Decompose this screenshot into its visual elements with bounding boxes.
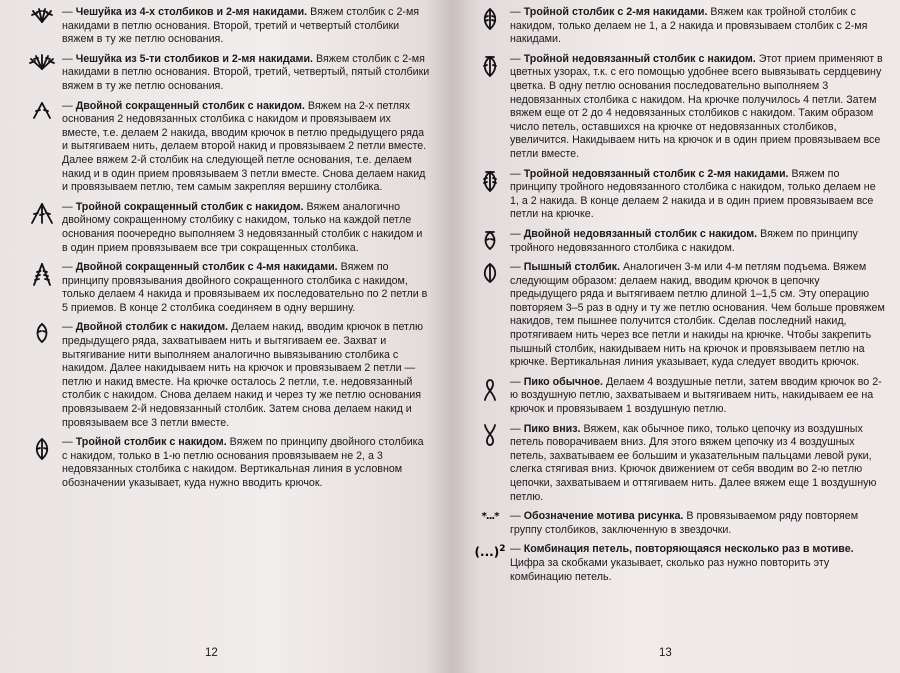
entry-title: Пико вниз.: [523, 422, 581, 435]
triple-stitch-icon: [34, 437, 50, 461]
entry-text: Вяжем столбик с 2-мя накидами в петлю основания. Второй, третий, четвертый, пятый столбики вяжем в ту же петлю основания.: [62, 52, 430, 92]
list-item: — Чешуйка из 4-х столбиков и 2-мя накидами. Вяжем столбик с 2-мя накидами в петлю основания. Второй, третий и четвертый столбики вяжем в ту же петлю основания.: [22, 6, 430, 47]
entry-title: Двойной недовязанный столбик с накидом.: [523, 227, 758, 240]
entry-text: Вяжем как тройной столбик с накидом, только делаем не 1, а 2 накида и провязываем столбик с 2-мя накидами.: [510, 6, 868, 46]
entry-text: Вяжем на 2-х петлях основания 2 недовязанных столбика с накидом и провязываем их вместе, т.е. делаем 2 накида, вводим крючок в петлю предыдущего ряда и вытягиваем нить, делаем второй накид и провязываем 2 петли вместе. Далее вяжем 2-й столбик на следующей петле основания, т.е. делаем накид и в один прием провязываем 3 петли вместе. Снова делаем накид и провязываем петлю, тем самым закрепляя вершину столбика.: [62, 99, 427, 194]
repeat-parentheses-icon: [475, 544, 506, 559]
list-item: — Тройной недовязанный столбик с накидом. Этот прием применяют в цветных узорах, т.к. с его помощью удобнее всего вывязывать сердцевину цветка. В одну петлю основания последовательно выполняем 3 недовязанных столбика с накидом. На крючке получилось 4 петли. Затем вяжем еще от 2 до 4 недовязанных столбиков с накидом. Таким образом число петель, оставшихся на крючке от недовязанных столбиков, увеличится. Накидываем нить на крючок и в один прием провязываем все петли вместе.: [470, 53, 886, 162]
motif-marker-icon: *...*: [481, 511, 499, 523]
entry-text: Делаем 4 воздушные петли, затем вводим крючок во 2-ю воздушную петлю, захватываем и вытягиваем нить, накидываем ее на крючок и провязываем 1 воздушную петлю.: [510, 375, 882, 416]
triple-unfinished-2-yarnover-icon: [481, 169, 499, 193]
list-item: — Двойной столбик с накидом. Делаем накид, вводим крючок в петлю предыдущего ряда, захватываем нить и вытягиваем ее. Захват и вытягивание нити выполняем аналогично вывязыванию столбика с накидом. Далее накидываем нить на крючок и провязываем 2 петли — петлю и накид вместе. На крючке осталось 2 петли, т.е. недовязанный столбик с накидом. Снова делаем накид и через ту же петлю основания провязываем 2-й недовязанный столбик. Затем снова делаем накид и провязываем все 3 петли вместе.: [22, 321, 430, 430]
entry-title: Двойной сокращенный столбик с 4-мя накидами.: [75, 261, 338, 274]
entry-text: Вяжем по принципу тройного недовязанного столбика с накидом, только делаем не 1, а 2 накида. В конце делаем 2 накида и в один прием провязываем все петли на крючке.: [510, 167, 876, 221]
entry-text: Цифра за скобками указывает, сколько раз нужно повторить эту комбинацию петель.: [510, 556, 830, 583]
entry-text: Вяжем столбик с 2-мя накидами в петлю основания. Второй, третий и четвертый столбики вяжем в ту же петлю основания.: [62, 6, 420, 46]
list-item: — Тройной столбик с 2-мя накидами. Вяжем как тройной столбик с накидом, только делаем не 1, а 2 накида и провязываем столбик с 2-мя накидами.: [470, 6, 886, 47]
list-item: *...* — Обозначение мотива рисунка. В провязываемом ряду повторяем группу столбиков, заключенную в звездочки.: [481, 510, 859, 536]
entry-text: Вяжем по принципу провязывания двойного сокращенного столбика с накидом, только делаем 4 накида и провязываем их последовательно по 2 петли в 5 приемов. В конце 2 столбика соединяем в одну вершину.: [62, 261, 428, 314]
double-stitch-icon: [34, 322, 50, 344]
double-decrease-icon: [31, 101, 53, 119]
entry-title: Тройной столбик с накидом.: [75, 436, 227, 449]
entry-title: Двойной сокращенный столбик с накидом.: [75, 99, 305, 112]
page-number: 12: [205, 647, 218, 659]
entry-title: Тройной недовязанный столбик с накидом.: [523, 52, 756, 65]
list-item: — Двойной сокращенный столбик с 4-мя накидами. Вяжем по принципу провязывания двойного сокращенного столбика с накидом, только делаем 4 накида и провязываем их последовательно по 2 петли в 5 приемов. В конце 2 столбика соединяем в одну вершину.: [22, 261, 430, 315]
fan-5-stitch-2-yarnover-icon: [28, 54, 56, 70]
right-page: [452, 0, 900, 673]
list-item: — Пышный столбик. Аналогичен 3-м или 4-м петлям подъема. Вяжем следующим образом: делаем накид, вводим крючок в цепочку предыдущего ряда и вытягиваем петлю длиной 1–1,5 см. Эту операцию повторяем 3–5 раз в одну и ту же петлю основания. Чем больше провяжем накидов, тем пышнее получится столбик. Сделав последний накид, протягиваем нить через все петли и накиды на крючке. Чтобы закрепить пышный столбик, накидываем нить на крючок и провязываем петлю на крючке. Вертикальная линия указывает, куда следует вводить крючок.: [470, 261, 886, 370]
repeat-symbol: (...): [474, 545, 500, 560]
entry-text: Вяжем аналогично двойному сокращенному столбику с накидом, только на каждой петле основания поочередно выполняем 3 недовязанный столбик с накидом и в один прием провязываем все три сокращенных столбика.: [62, 200, 423, 254]
entry-title: Пышный столбик.: [523, 261, 620, 274]
double-unfinished-stitch-icon: [482, 229, 498, 251]
entry-title: Пико обычное.: [523, 375, 604, 388]
picot-down-icon: [482, 424, 498, 448]
list-item: — Пико вниз. Вяжем, как обычное пико, только цепочку из воздушных петель поворачиваем вниз. Для этого вяжем цепочку из 4 воздушных петель, захватываем ее большим и указательным пальцами левой руки, слегка стягивая вниз. Крючок движением от себя вводим во 2-ю петлю цепочки, захватываем и оттягиваем нить. Далее вяжем еще 1 воздушную петлю.: [470, 423, 886, 505]
entry-title: Двойной столбик с накидом.: [75, 321, 229, 334]
list-item: — Чешуйка из 5-ти столбиков и 2-мя накидами. Вяжем столбик с 2-мя накидами в петлю основания. Второй, третий, четвертый, пятый столбики вяжем в ту же петлю основания.: [22, 53, 430, 94]
list-item: — Пико обычное. Делаем 4 воздушные петли, затем вводим крючок во 2-ю воздушную петлю, захватываем и вытягиваем нить, накидываем ее на крючок и провязываем 1 воздушную петлю.: [470, 376, 886, 417]
entry-title: Чешуйка из 5-ти столбиков и 2-мя накидами.: [75, 52, 313, 65]
list-item: — Тройной недовязанный столбик с 2-мя накидами. Вяжем по принципу тройного недовязанного столбика с накидом, только делаем не 1, а 2 накида. В конце делаем 2 накида и в один прием провязываем все петли на крючке.: [470, 168, 886, 222]
list-item: — Тройной столбик с накидом. Вяжем по принципу двойного столбика с накидом, только в 1-ю петлю основания провязываем не 2, а 3 недовязанных столбика с накидом. Вертикальная линия в условном обозначении указывает, куда нужно вводить крючок.: [22, 436, 430, 490]
entry-title: Обозначение мотива рисунка.: [523, 510, 684, 523]
entry-title: Тройной столбик с 2-мя накидами.: [523, 6, 708, 18]
entry-title: Комбинация петель, повторяющаяся несколько раз в мотиве.: [523, 543, 854, 556]
entry-title: Тройной сокращенный столбик с накидом.: [75, 200, 304, 213]
list-item: (...)$^2$ — Комбинация петель, повторяющаяся несколько раз в мотиве. Цифра за скобками указывает, сколько раз нужно повторить эту комбинацию петель.: [474, 543, 854, 583]
triple-decrease-icon: [29, 202, 55, 224]
fan-4-stitch-2-yarnover-icon: [29, 7, 55, 23]
list-item: — Двойной сокращенный столбик с накидом. Вяжем на 2-х петлях основания 2 недовязанных столбика с накидом и провязываем их вместе, т.е. делаем 2 накида, вводим крючок в петлю предыдущего ряда и вытягиваем нить, делаем второй накид и провязываем 2 петли вместе. Далее вяжем 2-й столбик на следующей петле основания, т.е. делаем накид и в один прием провязываем 3 петли вместе. Снова делаем накид и провязываем петлю, тем самым закрепляя вершину столбика.: [22, 100, 430, 195]
entry-text: Вяжем по принципу двойного столбика с накидом, только в 1-ю петлю основания провязываем не 2, а 3 недовязанных столбика с накидом. Вертикальная линия в условном обозначении указывает, куда нужно вводить крючок.: [62, 436, 424, 489]
double-decrease-4-yarnover-icon: [31, 262, 53, 286]
entry-text: Вяжем, как обычное пико, только цепочку из воздушных петель поворачиваем вниз. Для этого вяжем цепочку из 4 воздушных петель, захватываем ее большим и указательным пальцами левой руки, слегка стягивая вниз. Крючок движением от себя вводим во 2-ю петлю цепочки, захватываем и оттягиваем нить. Далее вяжем еще 1 воздушную петлю.: [510, 422, 877, 503]
list-item: — Тройной сокращенный столбик с накидом. Вяжем аналогично двойному сокращенному столбику с накидом, только на каждой петле основания поочередно выполняем 3 недовязанный столбик с накидом и в один прием провязываем все три сокращенных столбика.: [22, 201, 430, 255]
entry-text: Делаем накид, вводим крючок в петлю предыдущего ряда, захватываем нить и вытягиваем ее. Захват и вытягивание нити выполняем аналогично вывязыванию столбика с накидом. Далее накидываем нить на крючок и провязываем 2 петли — петлю и накид вместе. На крючке осталось 2 петли, т.е. недовязанный столбик с накидом. Снова делаем накид и через ту же петлю основания провязываем 2-й недовязанный столбик. Затем снова делаем накид и провязываем все 3 петли вместе.: [62, 321, 423, 429]
entry-text: Этот прием применяют в цветных узорах, т.к. с его помощью удобнее всего вывязывать сердцевину цветка. В одну петлю основания последовательно выполняем 3 недовязанных столбика с накидом. На крючке получилось 4 петли. Затем вяжем еще от 2 до 4 недовязанных столбиков с накидом. Таким образом число петель, оставшихся на крючке от недовязанных столбиков, увеличится. Накидываем нить на крючок и в один прием провязываем все петли вместе.: [510, 52, 883, 160]
page-number: 13: [659, 647, 672, 659]
entry-text: Аналогичен 3-м или 4-м петлям подъема. Вяжем следующим образом: делаем накид, вводим крючок в цепочку предыдущего ряда и вытягиваем петлю длиной 1–1,5 см. Эту операцию повторяем 3–5 раз в одну и ту же петлю основания. Чем больше провяжем накидов, тем пышнее получится столбик. Сделав последний накид, протягиваем нить через все петли и накиды на крючке. Чтобы закрепить пышный столбик, накидываем нить на крючок и провязываем петлю на крючке. Вертикальная линия указывает, куда следует вводить крючок.: [510, 261, 885, 369]
repeat-count: 2: [499, 544, 506, 555]
entry-title: Чешуйка из 4-х столбиков и 2-мя накидами.: [75, 6, 308, 18]
triple-stitch-2-yarnover-icon: [482, 7, 498, 31]
entry-title: Тройной недовязанный столбик с 2-мя накидами.: [523, 167, 789, 180]
puff-stitch-icon: [482, 262, 498, 284]
list-item: — Двойной недовязанный столбик с накидом. Вяжем по принципу тройного недовязанного столбика с накидом.: [470, 228, 886, 255]
entry-text: Вяжем по принципу тройного недовязанного столбика с накидом.: [510, 227, 858, 254]
entry-text: В провязываемом ряду повторяем группу столбиков, заключенную в звездочки.: [510, 510, 859, 536]
triple-unfinished-stitch-icon: [481, 54, 499, 78]
picot-icon: [482, 377, 498, 401]
